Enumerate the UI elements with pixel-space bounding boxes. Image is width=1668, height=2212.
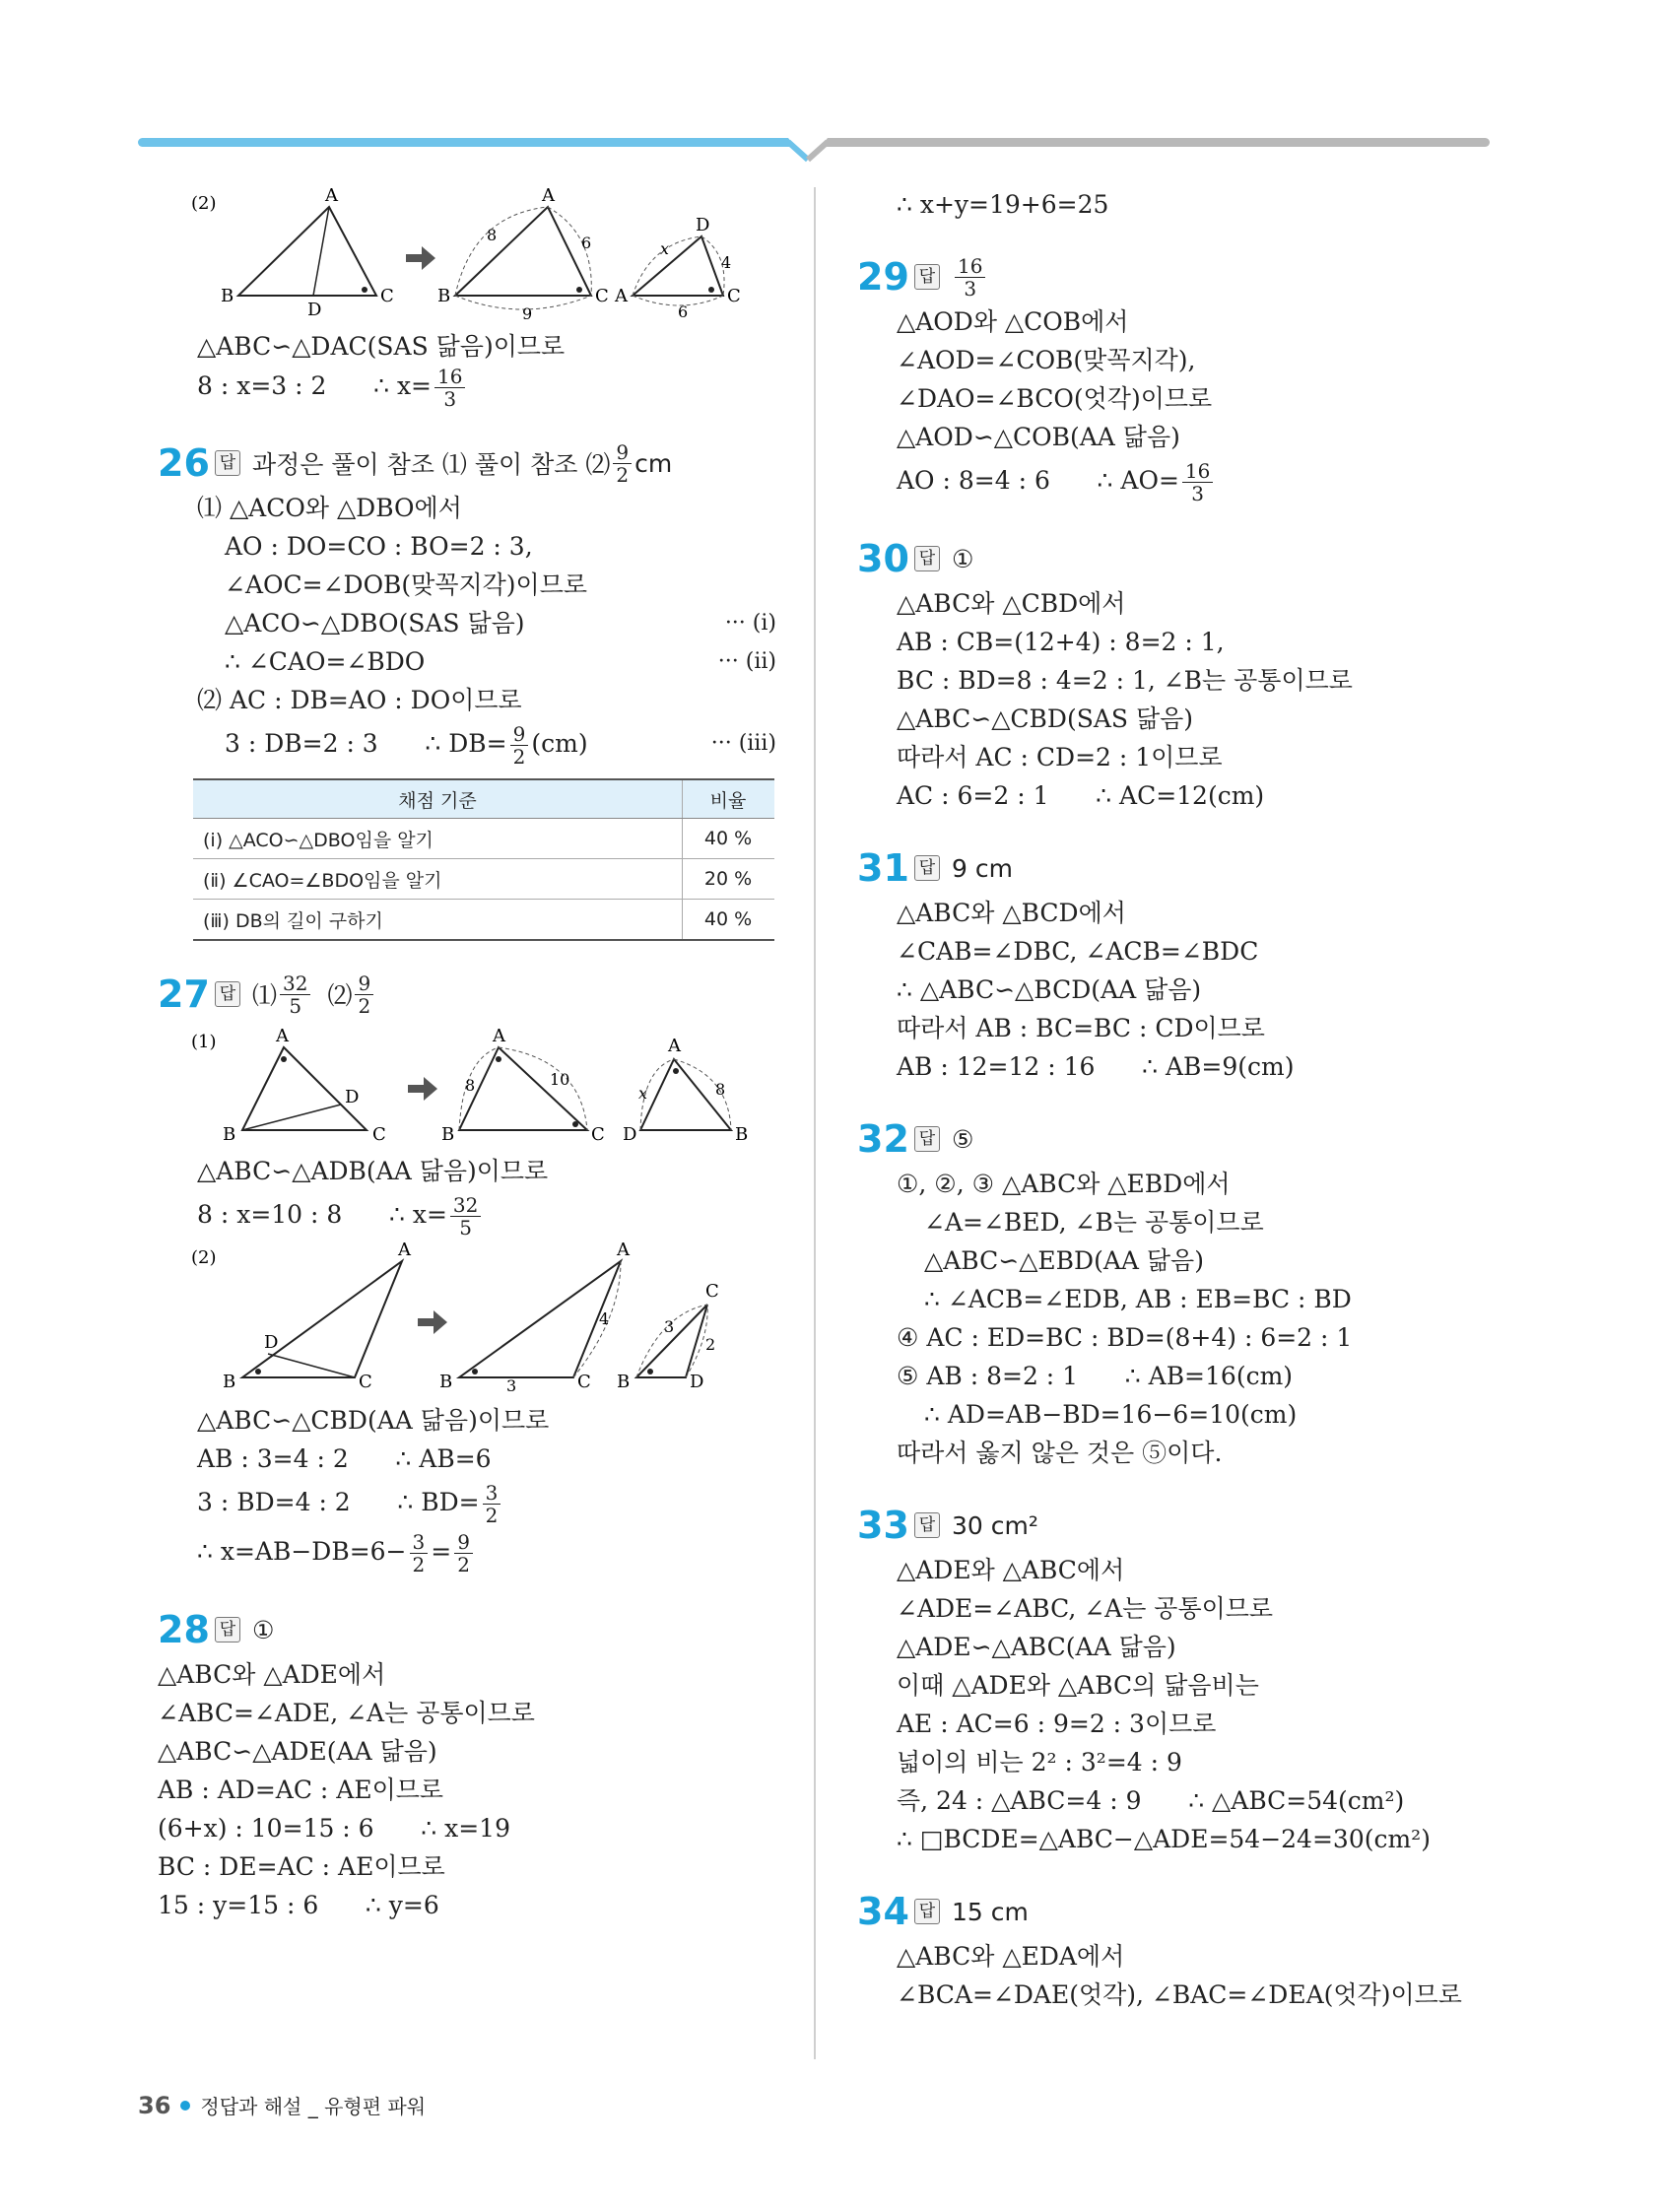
svg-text:C: C	[595, 286, 609, 306]
fraction: $\frac{9}{2}$	[510, 723, 529, 768]
step-marker: ··· (ⅲ)	[710, 731, 776, 756]
scoring-table	[193, 778, 774, 941]
svg-text:(2): (2)	[191, 193, 217, 214]
problem-28-header	[158, 1604, 788, 1655]
fraction: $\frac{3}{2}$	[483, 1482, 501, 1526]
svg-text:4: 4	[721, 253, 732, 272]
p28-line-1: △ABC와 △ADE에서	[158, 1660, 386, 1689]
table-header: 채점 기준	[193, 779, 683, 819]
answer-badge: 답	[215, 981, 240, 1007]
p29-line-5: AO : 8=4 : 6 ∴ AO= $\frac{16}{3}$	[857, 456, 1507, 505]
p30-line-4: △ABC∽△CBD(SAS 닮음)	[897, 704, 1194, 733]
svg-text:10: 10	[550, 1070, 570, 1089]
p33-line-7: 즉, 24 : △ABC=4 : 9 ∴ △ABC=54(cm²)	[897, 1786, 1405, 1815]
svg-text:3: 3	[506, 1376, 517, 1395]
p26-line-1: ⑴ △ACO와 △DBO에서	[197, 494, 462, 522]
svg-text:8: 8	[487, 226, 498, 244]
p26-line-3: ∠AOC=∠DOB(맞꼭지각)이므로	[225, 570, 587, 599]
fraction: $\frac{32}{5}$	[280, 972, 310, 1017]
p27-line-6: ∴ x=AB−DB=6− $\frac{3}{2}$ = $\frac{9}{2}$	[158, 1527, 788, 1576]
p28-line-2: ∠ABC=∠ADE, ∠A는 공통이므로	[158, 1699, 535, 1727]
p30-line-2: AB : CB=(12+4) : 8=2 : 1,	[897, 628, 1225, 656]
p28-line-6: BC : DE=AC : AE이므로	[158, 1852, 445, 1881]
p32-line-4: ∴ ∠ACB=∠EDB, AB : EB=BC : BD	[924, 1285, 1352, 1313]
p27-line-4: AB : 3=4 : 2 ∴ AB=6	[197, 1444, 492, 1473]
fraction: $\frac{9}{2}$	[613, 441, 632, 486]
svg-text:A: A	[276, 1026, 289, 1046]
svg-text:8: 8	[465, 1076, 476, 1095]
svg-text:D: D	[690, 1372, 704, 1392]
svg-text:D: D	[696, 215, 710, 235]
problem-34-header	[857, 1886, 1507, 1937]
table-header: 비율	[683, 779, 775, 819]
p25-line-2: 8 : x=3 : 2 ∴ x= $\frac{16}{3}$	[158, 366, 788, 410]
fraction: $\frac{16}{3}$	[1182, 460, 1213, 504]
answer-badge: 답	[914, 1512, 940, 1538]
problem-31	[857, 842, 1507, 1086]
p26-line-5: ∴ ∠CAO=∠BDO ··· (ⅱ)	[158, 642, 788, 681]
svg-text:A: A	[615, 286, 628, 306]
p27-line-3: △ABC∽△CBD(AA 닮음)이므로	[197, 1406, 550, 1435]
p33-line-5: AE : AC=6 : 9=2 : 3이므로	[897, 1709, 1217, 1738]
p27-line-1: △ABC∽△ADB(AA 닮음)이므로	[197, 1157, 549, 1185]
svg-text:C: C	[705, 1281, 719, 1302]
svg-text:A: A	[493, 1026, 505, 1046]
problem-30-header	[857, 533, 1507, 584]
p31-line-5: AB : 12=12 : 16 ∴ AB=9(cm)	[897, 1052, 1295, 1081]
figure-27-1	[158, 1020, 788, 1148]
p32-line-3: △ABC∽△EBD(AA 닮음)	[924, 1246, 1204, 1275]
svg-text:B: B	[735, 1124, 749, 1145]
fraction: $\frac{9}{2}$	[454, 1531, 473, 1575]
problem-29-header	[857, 251, 1507, 302]
p32-line-7: ∴ AD=AB−BD=16−6=10(cm)	[924, 1400, 1298, 1429]
answer-badge: 답	[914, 264, 940, 290]
p32-line-1: ①, ②, ③ △ABC와 △EBD에서	[897, 1170, 1231, 1198]
problem-30	[857, 533, 1507, 815]
problem-32	[857, 1113, 1507, 1472]
p29-line-2: ∠AOD=∠COB(맞꼭지각),	[897, 346, 1196, 374]
p28-line-7: 15 : y=15 : 6 ∴ y=6	[158, 1891, 439, 1919]
problem-number: 34	[857, 1890, 909, 1933]
svg-text:C: C	[727, 286, 741, 306]
svg-text:A: A	[617, 1240, 630, 1260]
table-row: (ⅱ) ∠CAO=∠BDO임을 알기 20 %	[193, 859, 774, 900]
bullet-icon	[180, 2101, 190, 2111]
svg-text:C: C	[372, 1124, 386, 1145]
svg-text:D: D	[307, 300, 322, 320]
svg-text:B: B	[223, 1124, 236, 1145]
p34-line-2: ∠BCA=∠DAE(엇각), ∠BAC=∠DEA(엇각)이므로	[897, 1980, 1462, 2009]
p26-line-7: 3 : DB=2 : 3 ∴ DB= $\frac{9}{2}$ (cm) ··· (ⅲ)	[158, 719, 788, 769]
p31-line-3: ∴ △ABC∽△BCD(AA 닮음)	[897, 975, 1202, 1004]
problem-number: 26	[158, 441, 210, 485]
p34-line-1: △ABC와 △EDA에서	[897, 1942, 1125, 1971]
fraction: $\frac{3}{2}$	[410, 1531, 429, 1575]
answer-text: 15 cm	[952, 1897, 1029, 1926]
problem-27-header: 27 답 ⑴ $\frac{32}{5}$ ⑵ $\frac{9}{2}$	[158, 969, 788, 1020]
answer-text: 30 cm²	[952, 1510, 1038, 1540]
svg-text:(1): (1)	[191, 1032, 217, 1052]
p33-line-1: △ADE와 △ABC에서	[897, 1556, 1125, 1584]
p29-line-4: △AOD∽△COB(AA 닮음)	[897, 423, 1180, 451]
p30-line-5: 따라서 AC : CD=2 : 1이므로	[897, 743, 1223, 771]
figure-25	[158, 185, 788, 323]
column-divider	[814, 187, 816, 2059]
svg-text:x: x	[660, 239, 670, 258]
problem-28	[158, 1604, 788, 1924]
footer-title: 정답과 해설 _ 유형편 파워	[200, 2095, 427, 2118]
p28-line-4: AB : AD=AC : AE이므로	[158, 1776, 444, 1804]
svg-text:9: 9	[522, 304, 533, 323]
problem-number: 31	[857, 846, 909, 890]
p32-line-8: 따라서 옳지 않은 것은 ⑤이다.	[897, 1439, 1223, 1467]
header-bar-right	[808, 138, 1490, 147]
problem-number: 27	[158, 972, 210, 1016]
problem-26	[158, 437, 788, 941]
problem-31-header	[857, 842, 1507, 894]
p33-line-6: 넓이의 비는 2² : 3²=4 : 9	[897, 1748, 1182, 1776]
p31-line-4: 따라서 AB : BC=BC : CD이므로	[897, 1014, 1265, 1042]
answer-text: 과정은 풀이 참조 ⑴ 풀이 참조 ⑵	[252, 450, 611, 479]
header-bar-notch	[788, 138, 828, 164]
svg-text:D: D	[264, 1332, 279, 1353]
svg-text:(2): (2)	[191, 1247, 217, 1268]
step-marker: ··· (ⅱ)	[717, 649, 776, 674]
p27-line-2: 8 : x=10 : 8 ∴ x= $\frac{32}{5}$	[158, 1190, 788, 1240]
svg-text:C: C	[380, 286, 394, 306]
p30-line-6: AC : 6=2 : 1 ∴ AC=12(cm)	[897, 781, 1265, 810]
p26-line-2: AO : DO=CO : BO=2 : 3,	[225, 532, 533, 561]
svg-text:3: 3	[664, 1317, 675, 1336]
svg-text:B: B	[221, 286, 234, 306]
p26-line-6: ⑵ AC : DB=AO : DO이므로	[197, 686, 522, 714]
table-row: (ⅰ) △ACO∽△DBO임을 알기 40 %	[193, 819, 774, 859]
p32-line-2: ∠A=∠BED, ∠B는 공통이므로	[924, 1208, 1264, 1237]
p28-line-5: (6+x) : 10=15 : 6 ∴ x=19	[158, 1814, 510, 1843]
problem-number: 33	[857, 1504, 909, 1547]
problem-number: 29	[857, 255, 909, 299]
fraction: $\frac{32}{5}$	[450, 1194, 481, 1239]
right-column	[857, 185, 1507, 2014]
p33-line-4: 이때 △ADE와 △ABC의 닮음비는	[897, 1671, 1259, 1700]
svg-text:B: B	[441, 1124, 455, 1145]
svg-text:D: D	[623, 1124, 637, 1145]
problem-33	[857, 1500, 1507, 1858]
svg-text:2: 2	[705, 1335, 716, 1354]
svg-text:B: B	[617, 1372, 631, 1392]
svg-text:8: 8	[715, 1080, 726, 1099]
svg-text:C: C	[591, 1124, 605, 1145]
svg-text:6: 6	[581, 234, 592, 252]
table-row: (ⅲ) DB의 길이 구하기 40 %	[193, 900, 774, 941]
p32-line-6: ⑤ AB : 8=2 : 1 ∴ AB=16(cm)	[897, 1362, 1294, 1390]
p32-line-5: ④ AC : ED=BC : BD=(8+4) : 6=2 : 1	[897, 1323, 1353, 1352]
problem-number: 30	[857, 537, 909, 580]
svg-text:x: x	[638, 1084, 648, 1103]
problem-number: 28	[158, 1608, 210, 1651]
svg-text:A: A	[398, 1240, 411, 1260]
svg-text:4: 4	[599, 1309, 610, 1328]
svg-text:B: B	[223, 1372, 236, 1392]
problem-29	[857, 251, 1507, 505]
svg-text:6: 6	[678, 302, 689, 321]
fraction: $\frac{16}{3}$	[955, 255, 985, 300]
answer-badge: 답	[914, 855, 940, 881]
svg-text:B: B	[437, 286, 451, 306]
svg-text:D: D	[345, 1087, 360, 1107]
problem-25-part2	[158, 185, 788, 410]
p33-line-3: △ADE∽△ABC(AA 닮음)	[897, 1633, 1176, 1661]
answer-badge: 답	[215, 450, 240, 476]
p26-line-4: △ACO∽△DBO(SAS 닮음) ··· (ⅰ)	[158, 604, 788, 642]
answer-badge: 답	[215, 1617, 240, 1642]
p25-line-1: △ABC∽△DAC(SAS 닮음)이므로	[197, 332, 566, 361]
figure-27-2	[158, 1240, 788, 1397]
svg-text:B: B	[439, 1372, 453, 1392]
fraction: $\frac{16}{3}$	[434, 366, 465, 410]
p31-line-1: △ABC와 △BCD에서	[897, 899, 1126, 927]
step-marker: ··· (ⅰ)	[724, 611, 776, 636]
fraction: $\frac{9}{2}$	[355, 972, 373, 1017]
p27-line-5: 3 : BD=4 : 2 ∴ BD= $\frac{3}{2}$	[158, 1478, 788, 1527]
p28-line-3: △ABC∽△ADE(AA 닮음)	[158, 1737, 437, 1766]
answer-text: ⑤	[952, 1124, 974, 1154]
problem-32-header	[857, 1113, 1507, 1165]
left-column	[158, 185, 788, 1924]
p33-line-8: ∴ □BCDE=△ABC−△ADE=54−24=30(cm²)	[897, 1825, 1431, 1853]
problem-27	[158, 969, 788, 1576]
svg-text:A: A	[542, 185, 555, 206]
p30-line-1: △ABC와 △CBD에서	[897, 589, 1126, 618]
problem-26-header: 26 답 과정은 풀이 참조 ⑴ 풀이 참조 ⑵ $\frac{9}{2}$ cm	[158, 439, 673, 487]
header-bar-left	[138, 138, 808, 147]
page-footer	[138, 2091, 426, 2119]
r-top-line: ∴ x+y=19+6=25	[897, 190, 1109, 219]
answer-badge: 답	[914, 1899, 940, 1924]
problem-34	[857, 1886, 1507, 2014]
answer-text: ①	[252, 1615, 275, 1644]
p33-line-2: ∠ADE=∠ABC, ∠A는 공통이므로	[897, 1594, 1274, 1623]
p30-line-3: BC : BD=8 : 4=2 : 1, ∠B는 공통이므로	[897, 666, 1353, 695]
problem-33-header	[857, 1500, 1507, 1551]
p29-line-3: ∠DAO=∠BCO(엇각)이므로	[897, 384, 1213, 413]
answer-text: ①	[952, 544, 974, 573]
p31-line-2: ∠CAB=∠DBC, ∠ACB=∠BDC	[897, 937, 1259, 966]
svg-text:A: A	[668, 1036, 681, 1056]
answer-badge: 답	[914, 1126, 940, 1152]
svg-text:A: A	[325, 185, 338, 206]
page-number: 36	[138, 2091, 171, 2119]
svg-text:C: C	[577, 1372, 591, 1392]
svg-text:C: C	[359, 1372, 372, 1392]
problem-number: 32	[857, 1117, 909, 1161]
answer-badge: 답	[914, 546, 940, 571]
p29-line-1: △AOD와 △COB에서	[897, 307, 1129, 336]
answer-text: 9 cm	[952, 853, 1013, 883]
